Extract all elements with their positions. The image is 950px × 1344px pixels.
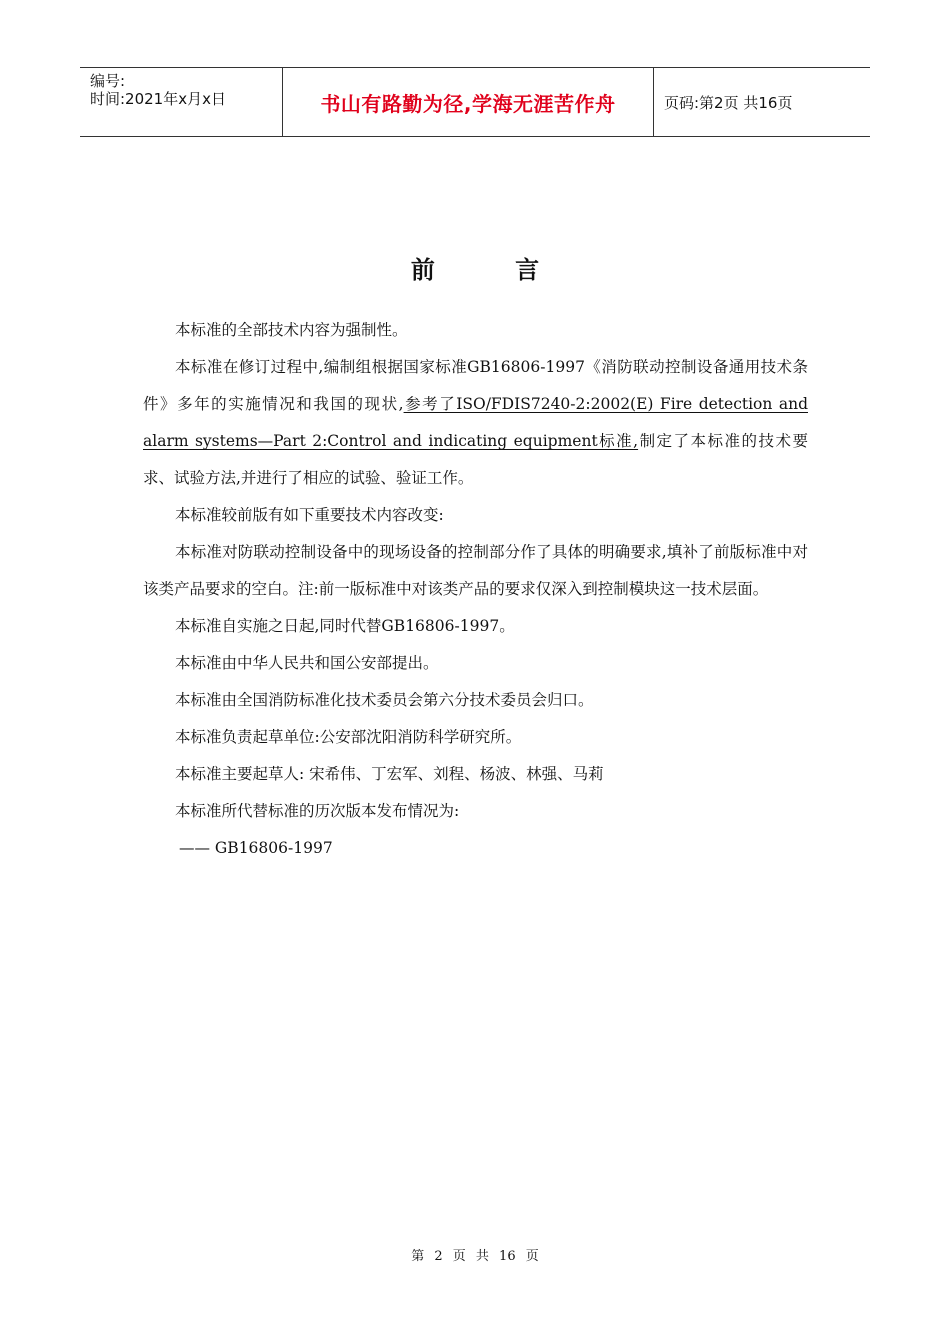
paragraph-history-intro: 本标准所代替标准的历次版本发布情况为: [175, 802, 460, 820]
paragraph-revision-text-b: 制定了本标准的技术要求、试验方法,并进行了相应的试验、验证工作。 [143, 432, 808, 487]
header-meta [80, 68, 282, 136]
paragraph-mandatory: 本标准的全部技术内容为强制性。 [175, 321, 408, 339]
document-time-label: 时间:2021年x月x日 [90, 90, 226, 108]
paragraph-revision-lead: 本标准 [175, 358, 223, 376]
paragraph-history-item: —— GB16806-1997 [179, 839, 333, 857]
section-title: 前 言 [410, 255, 576, 284]
paragraph-revision-reference: 参考了ISO/FDIS7240-2:2002(E) Fire detection and alarm systems—Part 2:Control and indicating equipment标准, [143, 395, 808, 450]
paragraph-drafters: 本标准主要起草人: 宋希伟、丁宏军、刘程、杨波、林强、马莉 [175, 765, 604, 783]
paragraph-changes-intro: 本标准较前版有如下重要技术内容改变: [175, 506, 444, 524]
header-page-info: 页码:第2页 共16页 [664, 93, 793, 112]
page-footer: 第 2 页 共 16 页 [411, 1249, 539, 1264]
paragraph-administered-by: 本标准由全国消防标准化技术委员会第六分技术委员会归口。 [175, 691, 594, 709]
paragraph-drafting-unit: 本标准负责起草单位:公安部沈阳消防科学研究所。 [175, 728, 522, 746]
paragraph-replaces: 本标准自实施之日起,同时代替GB16806-1997。 [175, 617, 515, 635]
preface-body [143, 312, 808, 867]
paragraph-revision-text-a: 在修订过程中,编制组根据国家标准GB16806-1997《消防联动控制设备通用技术条件》多年的实施情况和我国的现状, [143, 358, 808, 413]
paragraph-changes-detail: 本标准对防联动控制设备中的现场设备的控制部分作了具体的明确要求,填补了前版标准中对该类产品要求的空白。注:前一版标准中对该类产品的要求仅深入到控制模块这一技术层面。 [143, 543, 808, 598]
header-slogan: 书山有路勤为径,学海无涯苦作舟 [282, 68, 654, 136]
paragraph-proposed-by: 本标准由中华人民共和国公安部提出。 [175, 654, 439, 672]
paragraph-revision [143, 349, 808, 497]
document-number-label: 编号: [90, 72, 126, 90]
page-header [80, 67, 870, 137]
